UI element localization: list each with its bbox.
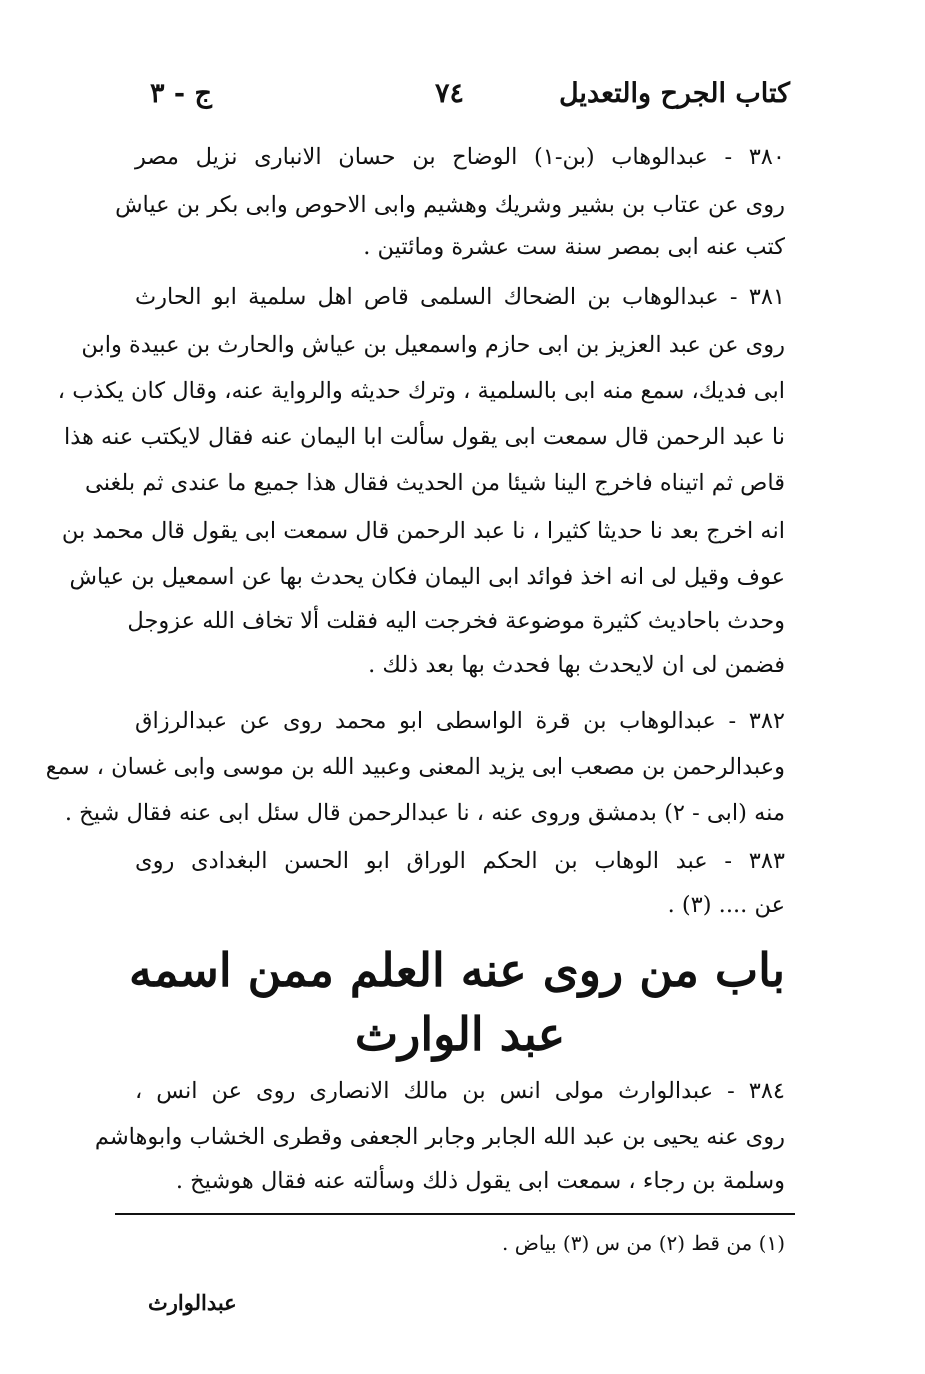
entry-382-line: وعبدالرحمن بن مصعب ابى يزيد المعنى وعبيد الله بن موسى وابى غسان ، سمع xyxy=(45,754,785,780)
entry-381-line: روى عن عبد العزيز بن ابى حازم واسمعيل بن عياش والحارث بن عبيدة وابن xyxy=(81,332,785,358)
entry-383-line: ٣٨٣ - عبد الوهاب بن الحكم الوراق ابو الحسن البغدادى روى xyxy=(135,848,785,874)
entry-383-line: عن .... (٣) . xyxy=(667,892,785,918)
entry-384-line: وسلمة بن رجاء ، سمعت ابى يقول ذلك وسألته عنه فقال هوشيخ . xyxy=(175,1168,785,1194)
entry-381-line: ابى فديك، سمع منه ابى بالسلمية ، وترك حديثه والرواية عنه، وقال كان يكذب ، xyxy=(57,378,785,404)
entry-380-line: ٣٨٠ - عبدالوهاب (بن-١) الوضاح بن حسان الانبارى نزيل مصر xyxy=(135,144,785,170)
chapter-title-line2: عبد الوارث xyxy=(354,1007,566,1061)
entry-384-line: ٣٨٤ - عبدالوارث مولى انس بن مالك الانصارى روى عن انس ، xyxy=(135,1078,785,1104)
footnotes: (١) من قط (٢) من س (٣) بياض . xyxy=(501,1231,785,1255)
volume-label: ج - ٣ xyxy=(150,78,212,109)
book-title: كتاب الجرح والتعديل xyxy=(558,78,790,109)
entry-384-line: روى عنه يحيى بن عبد الله الجابر وجابر الجعفى وقطرى الخشاب وابوهاشم xyxy=(94,1124,785,1150)
entry-380-line: كتب عنه ابى بمصر سنة ست عشرة ومائتين . xyxy=(363,234,785,260)
entry-381-line: انه اخرج بعد نا حديثا كثيرا ، نا عبد الرحمن قال سمعت ابى يقول قال محمد بن xyxy=(61,518,785,544)
entry-382-line: ٣٨٢ - عبدالوهاب بن قرة الواسطى ابو محمد روى عن عبدالرزاق xyxy=(135,708,785,734)
chapter-title-line1: باب من روى عنه العلم ممن اسمه xyxy=(129,943,785,997)
entry-381-line: فضمن لى ان لايحدث بها فحدث بها بعد ذلك . xyxy=(368,652,785,678)
entry-380-line: روى عن عتاب بن بشير وشريك وهشيم وابى الاحوص وابى بكر بن عياش xyxy=(115,192,785,218)
entry-381-line: قاص ثم اتيناه فاخرج الينا شيئا من الحديث فقال هذا جميع ما عندى ثم بلغنى xyxy=(84,470,785,496)
entry-381-line: نا عبد الرحمن قال سمعت ابى يقول سألت ابا اليمان عنه فقال لايكتب عنه هذا xyxy=(63,424,785,450)
entry-381-line: عوف وقيل لى انه اخذ فوائد ابى اليمان فكان يحدث بها عن اسمعيل بن عياش xyxy=(69,564,785,590)
entry-381-line: ٣٨١ - عبدالوهاب بن الضحاك السلمى قاص اهل سلمية ابو الحارث xyxy=(135,284,785,310)
page-header xyxy=(130,78,790,122)
footnote-divider xyxy=(115,1213,795,1215)
catchword: عبدالوارث xyxy=(148,1290,237,1315)
entry-381-line: وحدث باحاديث كثيرة موضوعة فخرجت اليه فقلت ألا تخاف الله عزوجل xyxy=(127,608,785,634)
entry-382-line: منه (ابى - ٢) بدمشق وروى عنه ، نا عبدالرحمن قال سئل ابى عنه فقال شيخ . xyxy=(64,800,785,826)
page-number: ٧٤ xyxy=(435,78,465,109)
